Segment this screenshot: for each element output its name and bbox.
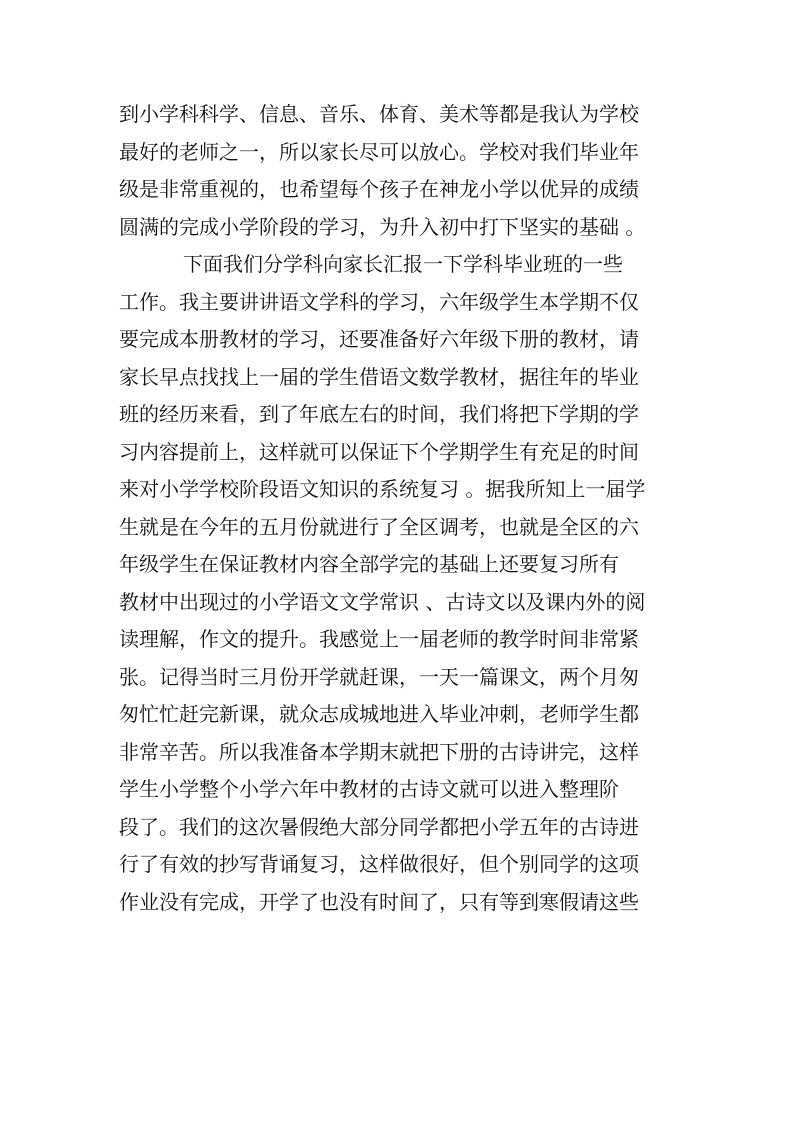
text-line: 来对小学学校阶段语文知识的系统复习 。据我所知上一届学 — [119, 477, 646, 501]
text-line: 家长早点找找上一届的学生借语文数学教材，据往年的毕业 — [119, 364, 639, 389]
text-line: 行了有效的抄写背诵复习，这样做很好，但个别同学的这项 — [119, 852, 639, 876]
text-line: 习内容提前上，这样就可以保证下个学期学生有充足的时间 — [119, 439, 639, 464]
text-line: 班的经历来看，到了年底左右的时间，我们将把下学期的学 — [119, 402, 639, 426]
text-line: 非常辛苦。所以我准备本学期末就把下册的古诗讲完，这样 — [119, 739, 639, 764]
body-text — [119, 96, 679, 921]
text-line: 级是非常重视的，也希望每个孩子在神龙小学以优异的成绩 — [119, 177, 639, 201]
text-line: 读理解，作文的提升。我感觉上一届老师的教学时间非常紧 — [119, 627, 639, 651]
text-line: 最好的老师之一，所以家长尽可以放心。学校对我们毕业年 — [119, 139, 639, 164]
text-line: 年级学生在保证教材内容全部学完的基础上还要复习所有 — [119, 552, 619, 576]
paragraph-first-line: 下面我们分学科向家长汇报一下学科毕业班的一些 — [183, 252, 623, 276]
text-line: 匆忙忙赶完新课，就众志成城地进入毕业冲刺，老师学生都 — [119, 702, 639, 726]
text-line: 作业没有完成，开学了也没有时间了，只有等到寒假请这些 — [119, 889, 639, 914]
text-line: 学生小学整个小学六年中教材的古诗文就可以进入整理阶 — [119, 777, 619, 801]
text-line: 要完成本册教材的学习，还要准备好六年级下册的教材，请 — [119, 327, 639, 351]
text-line: 生就是在今年的五月份就进行了全区调考，也就是全区的六 — [119, 514, 639, 539]
text-line: 段了。我们的这次暑假绝大部分同学都把小学五年的古诗进 — [119, 814, 639, 839]
text-line: 张。记得当时三月份开学就赶课，一天一篇课文，两个月匆 — [119, 664, 639, 689]
text-line: 教材中出现过的小学语文文学常识 、古诗文以及课内外的阅 — [119, 589, 646, 614]
text-line: 工作。我主要讲讲语文学科的学习，六年级学生本学期不仅 — [119, 289, 639, 314]
text-line: 到小学科科学、信息、音乐、体育、美术等都是我认为学校 — [119, 102, 639, 126]
text-line: 圆满的完成小学阶段的学习，为升入初中打下坚实的基础 。 — [119, 214, 646, 239]
